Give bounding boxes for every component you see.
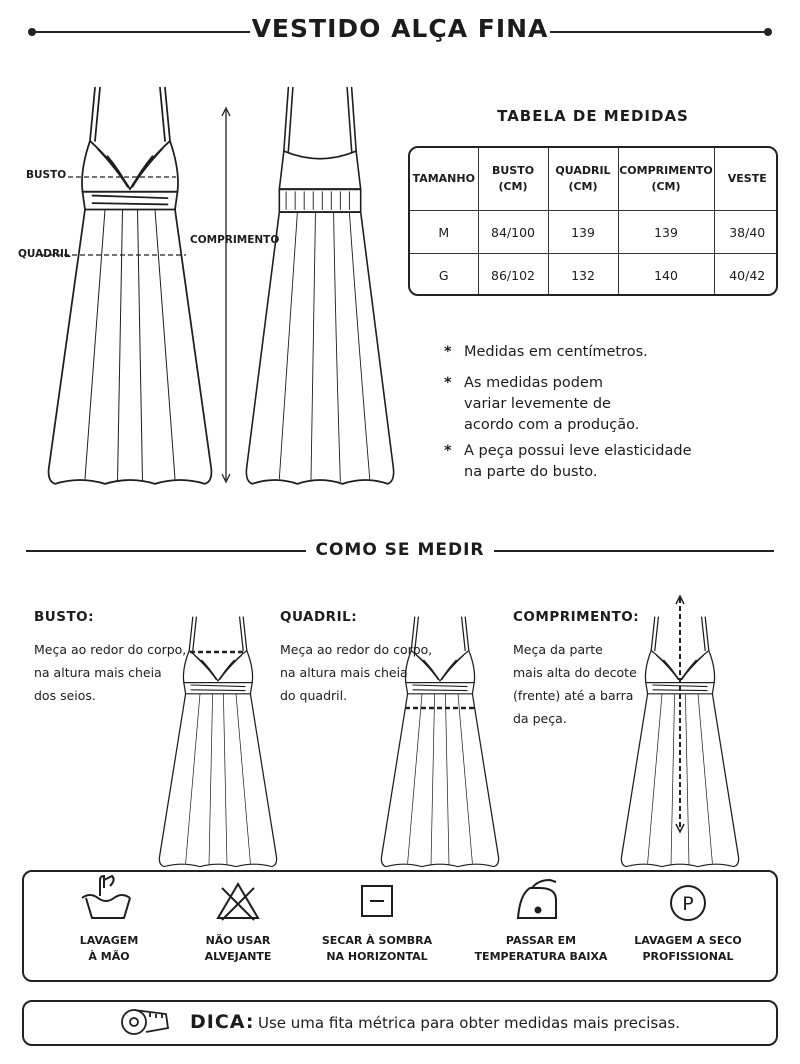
tip-label: DICA: bbox=[190, 1011, 255, 1033]
table-cell: G bbox=[410, 254, 478, 297]
hip-label: QUADRIL bbox=[18, 248, 71, 260]
care-label: LAVAGEM À MÃO bbox=[79, 934, 139, 963]
header-cell: QUADRIL (CM) bbox=[548, 148, 618, 211]
care-instructions-box bbox=[22, 870, 778, 982]
tip-text: Use uma fita métrica para obter medidas mais precisas. bbox=[258, 1014, 680, 1032]
length-heading: COMPRIMENTO: bbox=[513, 609, 640, 625]
note-bullet: * bbox=[444, 375, 452, 391]
header-cell: TAMANHO bbox=[410, 148, 478, 211]
dress-back-illustration bbox=[246, 88, 393, 484]
length-label: COMPRIMENTO bbox=[190, 234, 280, 246]
length-dress-illustration bbox=[621, 596, 738, 867]
bust-label: BUSTO bbox=[26, 169, 67, 181]
instruction-line: do quadril. bbox=[280, 688, 348, 703]
table-cell: 84/100 bbox=[478, 211, 548, 254]
header-cell: BUSTO (CM) bbox=[478, 148, 548, 211]
measurement-guides bbox=[40, 108, 230, 482]
length-instructions bbox=[513, 638, 637, 730]
bust-heading: BUSTO: bbox=[34, 609, 95, 625]
dress-front-illustration bbox=[49, 88, 212, 484]
table-cell: 140 bbox=[618, 254, 714, 297]
hip-heading: QUADRIL: bbox=[280, 609, 358, 625]
instruction-line: dos seios. bbox=[34, 688, 96, 703]
header-cell: COMPRIMENTO (CM) bbox=[618, 148, 714, 211]
table-cell: 40/42 bbox=[714, 254, 778, 297]
instruction-line: da peça. bbox=[513, 711, 567, 726]
hip-instructions bbox=[280, 638, 432, 707]
table-cell: M bbox=[410, 211, 478, 254]
note-item bbox=[444, 441, 704, 483]
size-table-title: TABELA DE MEDIDAS bbox=[497, 107, 689, 125]
note-bullet: * bbox=[444, 443, 452, 459]
instruction-line: na altura mais cheia bbox=[34, 665, 162, 680]
size-table-header-row bbox=[410, 148, 778, 211]
note-bullet: * bbox=[444, 344, 452, 360]
how-to-measure-title: COMO SE MEDIR bbox=[315, 540, 485, 560]
table-cell: 139 bbox=[548, 211, 618, 254]
table-row bbox=[410, 211, 778, 254]
instruction-line: mais alta do decote bbox=[513, 665, 637, 680]
table-row bbox=[410, 254, 778, 297]
svg-text:P: P bbox=[682, 893, 694, 915]
size-table bbox=[408, 146, 778, 296]
instruction-line: Meça da parte bbox=[513, 642, 603, 657]
bust-instructions bbox=[34, 638, 186, 707]
instruction-line: (frente) até a barra bbox=[513, 688, 634, 703]
instruction-line: na altura mais cheia bbox=[280, 665, 408, 680]
table-cell: 139 bbox=[618, 211, 714, 254]
care-label: LAVAGEM A SECO PROFISSIONAL bbox=[634, 934, 742, 963]
note-text: Medidas em centímetros. bbox=[464, 344, 648, 360]
instruction-line: Meça ao redor do corpo, bbox=[280, 642, 433, 657]
note-text: A peça possui leve elasticidade na parte do busto. bbox=[464, 443, 692, 480]
care-label: SECAR À SOMBRA NA HORIZONTAL bbox=[321, 934, 433, 963]
page-title: VESTIDO ALÇA FINA bbox=[251, 14, 549, 43]
table-cell: 86/102 bbox=[478, 254, 548, 297]
care-label: NÃO USAR ALVEJANTE bbox=[204, 934, 272, 963]
note-text: As medidas podem variar levemente de acordo com a produção. bbox=[464, 375, 640, 433]
header-cell: VESTE bbox=[714, 148, 778, 211]
table-cell: 132 bbox=[548, 254, 618, 297]
instruction-line: Meça ao redor do corpo, bbox=[34, 642, 187, 657]
note-item bbox=[444, 342, 784, 363]
note-item bbox=[444, 373, 644, 436]
care-label: PASSAR EM TEMPERATURA BAIXA bbox=[474, 934, 608, 963]
table-cell: 38/40 bbox=[714, 211, 778, 254]
